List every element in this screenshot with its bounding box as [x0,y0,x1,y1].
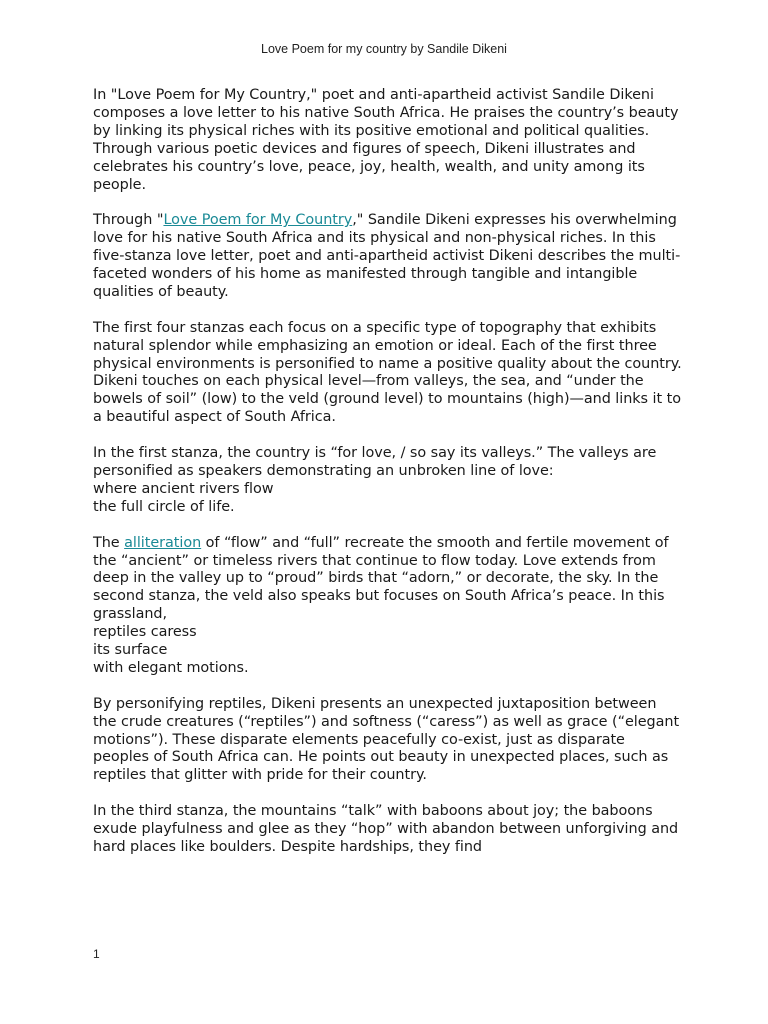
paragraph-text: of “flow” and “full” recreate the smooth and fertile movement of the “ancient” or timeless rivers that continue to flow today. Love extends from deep in the valley up to “proud” birds that “adorn,” or decorate, the sky. In the second stanza, the veld also speaks but focuses on South Africa’s peace. In this grassland, [93,534,669,623]
verse-line: reptiles caress [93,624,197,641]
page-number: 1 [93,947,100,961]
verse-line: where ancient rivers flow [93,480,274,497]
verse-line: its surface [93,642,168,659]
page-header: Love Poem for my country by Sandile Dikeni [261,42,507,56]
paragraph-first-stanza [93,445,683,517]
verse-line: the full circle of life. [93,498,235,515]
paragraph-third-stanza: In the third stanza, the mountains “talk” with baboons about joy; the baboons exude playfulness and glee as they “hop” with abandon between unforgiving and hard places like boulders. Despite hardships, they find [93,803,679,855]
paragraph-intro: In "Love Poem for My Country," poet and anti-apartheid activist Sandile Dikeni composes a love letter to his native South Africa. He praises the country’s beauty by linking its physical riches with its positive emotional and political qualities. Through various poetic devices and figures of speech, Dikeni illustrates and celebrates his country’s love, peace, joy, health, wealth, and unity among its people. [93,87,679,193]
paragraph-through [93,212,683,302]
paragraph-alliteration [93,535,683,678]
paragraph-stanzas: The first four stanzas each focus on a specific type of topography that exhibits natural splendor while emphasizing an emotion or ideal. Each of the first three physical environments is personified to name a positive quality about the country. Dikeni touches on each physical level—from valleys, the sea, and “under the bowels of soil” (low) to the veld (ground level) to mountains (high)—and links it to a beautiful aspect of South Africa. [93,319,682,426]
verse-line: with elegant motions. [93,659,249,676]
paragraph-text: ," Sandile Dikeni expresses his overwhelming love for his native South Africa and its physical and non-physical riches. In this five-stanza love letter, poet and anti-apartheid activist Dikeni describes the multi-faceted wonders of his home as manifested through tangible and intangible qualities of beauty. [93,212,681,300]
alliteration-link[interactable]: alliteration [124,534,202,551]
paragraph-reptiles: By personifying reptiles, Dikeni presents an unexpected juxtaposition between the crude creatures (“reptiles”) and softness (“caress”) as well as grace (“elegant motions”). These disparate elements peacefully co-exist, just as disparate peoples of South Africa can. He points out beauty in unexpected places, such as reptiles that glitter with pride for their country. [93,695,680,784]
paragraph-text: In the first stanza, the country is “for love, / so say its valleys.” The valleys are personified as speakers demonstrating an unbroken line of love: [93,445,657,479]
love-poem-link[interactable]: Love Poem for My Country [163,212,353,229]
paragraph-text: Through " [93,212,164,229]
paragraph-text: The [93,534,125,551]
document-body [93,87,683,875]
